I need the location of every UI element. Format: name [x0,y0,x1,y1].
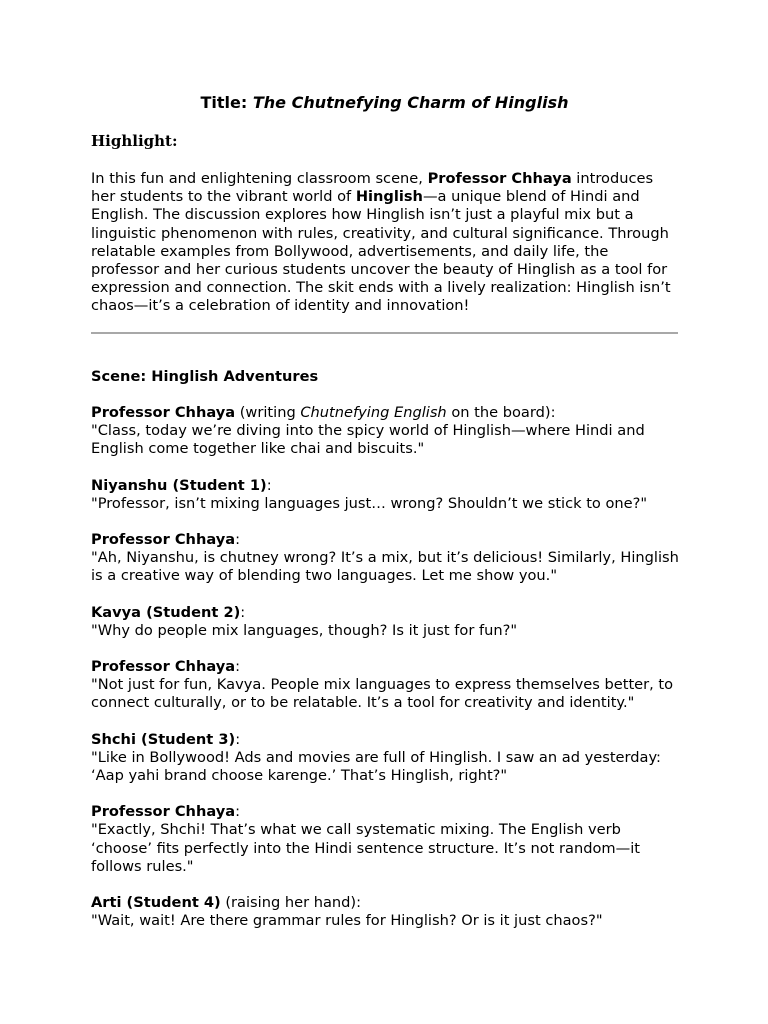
speaker-name: Kavya (Student 2) [91,603,241,621]
speaker-line [91,404,681,422]
dialogue-block [91,803,681,876]
dialogue-text: "Not just for fun, Kavya. People mix languages to express themselves better, to connect culturally, or to be relatable. It’s a tool for creativity and identity." [91,676,674,712]
dialogue-text: "Wait, wait! Are there grammar rules for Hinglish? Or is it just chaos?" [91,912,603,930]
dialogue-block [91,604,681,640]
dialogue-block [91,531,681,586]
highlight-bold-term: Hinglish [355,188,423,206]
stage-direction: (writing [235,404,301,421]
speaker-colon: : [235,658,241,676]
highlight-text: introduces her students to the vibrant world of [91,170,654,206]
scene-heading: Scene: Hinglish Adventures [91,368,319,385]
stage-direction: (raising her hand): [220,894,362,912]
speaker-line [91,894,681,912]
dialogue-text: "Ah, Niyanshu, is chutney wrong? It’s a mix, but it’s delicious! Similarly, Hinglish is a creative way of blending two languages. Let me show you." [91,549,679,585]
speaker-line [91,731,681,749]
dialogue-text: "Exactly, Shchi! That’s what we call systematic mixing. The English verb ‘choose’ fits perfectly into the Hindi sentence structure. It’s not random—it follows rules." [91,821,640,875]
speaker-line [91,658,681,676]
dialogue-block [91,477,681,513]
highlight-heading: Highlight: [91,132,178,150]
dialogue-text: "Like in Bollywood! Ads and movies are full of Hinglish. I saw an ad yesterday: ‘Aap yahi brand choose karenge.’ That’s Hinglish, right?" [91,748,661,785]
speaker-name: Arti (Student 4) [91,894,221,912]
speaker-line [91,531,681,549]
dialogue-block [91,404,681,459]
highlight-paragraph [91,170,681,316]
highlight-text: —a unique blend of Hindi and English. The discussion explores how Hinglish isn’t just a playful mix but a linguistic phenomenon with rules, creativity, and cultural significance. Through relatable examples from Bollywood, advertisements, and daily life, the professor and her curious students uncover the beauty of Hinglish as a tool for expression and connection. The skit ends with a lively realization: Hinglish isn’t chaos—it’s a celebration of identity and innovation! [91,188,671,315]
speaker-colon: : [235,531,241,549]
speaker-line [91,803,681,821]
speaker-line [91,604,681,622]
speaker-colon: : [240,603,246,621]
dialogue-block [91,731,681,786]
speaker-colon: : [235,803,241,821]
speaker-line [91,477,681,495]
highlight-text: In this fun and enlightening classroom scene, [91,170,428,187]
dialogue-text: "Class, today we’re diving into the spicy world of Hinglish—where Hindi and English come together like chai and biscuits." [91,422,645,458]
speaker-name: Professor Chhaya [91,531,236,549]
title-text: The Chutnefying Charm of Hinglish [252,93,569,112]
stage-direction-italic: Chutnefying English [300,404,447,421]
dialogue-text: "Professor, isn’t mixing languages just… wrong? Shouldn’t we stick to one?" [91,494,648,512]
dialogue-block [91,658,681,713]
speaker-name: Professor Chhaya [91,404,236,421]
document-title [91,92,678,114]
dialogue-block [91,894,681,930]
dialogue-section [91,404,681,948]
speaker-name: Professor Chhaya [91,658,236,676]
dialogue-text: "Why do people mix languages, though? Is it just for fun?" [91,621,518,639]
horizontal-divider [91,332,678,334]
stage-direction: on the board): [446,404,556,421]
speaker-name: Niyanshu (Student 1) [91,476,267,494]
title-prefix: Title: [200,93,253,112]
speaker-colon: : [235,730,241,748]
highlight-bold-term: Professor Chhaya [427,170,572,187]
speaker-colon: : [266,476,272,494]
speaker-name: Professor Chhaya [91,803,236,821]
speaker-name: Shchi (Student 3) [91,730,236,748]
